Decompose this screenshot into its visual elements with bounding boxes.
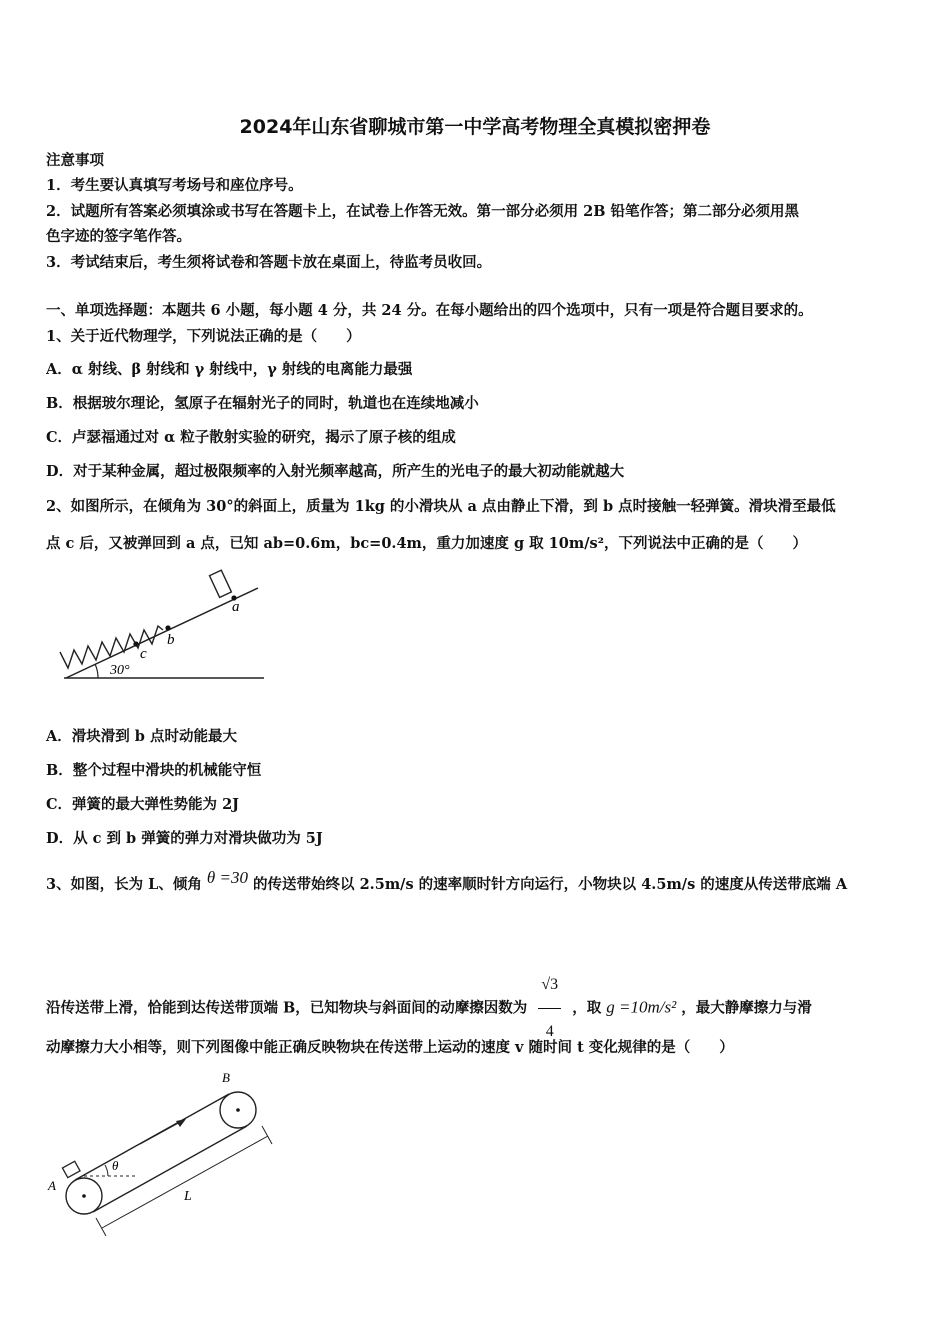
q3-line2-mid: ，取 (572, 999, 602, 1017)
q3-theta-formula: θ =30 (206, 868, 248, 887)
length-dim-line (102, 1136, 268, 1228)
incline-spring-figure (56, 564, 271, 686)
q1-option-b: B．根据玻尔理论，氢原子在辐射光子的同时，轨道也在连续地减小 (46, 395, 479, 412)
angle-label: 30° (110, 663, 130, 678)
label-c: c (140, 646, 147, 662)
q3-line1-suffix: 的传送带始终以 2.5m/s 的速率顺时针方向运行，小物块以 4.5m/s 的速度从传送带底端 A (253, 876, 848, 893)
label-B: B (222, 1070, 230, 1085)
block-A (62, 1161, 80, 1177)
pulley-B-axle (236, 1108, 240, 1112)
q3-mu-numerator: √3 (538, 962, 561, 1009)
q1-option-c: C．卢瑟福通过对 α 粒子散射实验的研究，揭示了原子核的组成 (46, 429, 456, 446)
theta-arc (105, 1165, 108, 1176)
notice-item-3: 3．考试结束后，考生须将试卷和答题卡放在桌面上，待监考员收回。 (46, 254, 492, 271)
motion-arrow-head (176, 1119, 186, 1127)
slider-block (209, 570, 231, 597)
page-title: 2024年山东省聊城市第一中学高考物理全真模拟密押卷 (239, 116, 711, 138)
q1-option-d: D．对于某种金属，超过极限频率的入射光频率越高，所产生的光电子的最大初动能就越大 (46, 463, 625, 480)
q2-option-b: B．整个过程中滑块的机械能守恒 (46, 762, 262, 779)
angle-arc (95, 664, 98, 678)
q3-line1-prefix: 3、如图，长为 L、倾角 (46, 876, 202, 893)
point-c (133, 641, 138, 646)
motion-arrow (140, 1121, 182, 1144)
pulley-A-axle (82, 1194, 86, 1198)
section-header: 一、单项选择题：本题共 6 小题，每小题 4 分，共 24 分。在每小题给出的四个选项中，只有一项是符合题目要求的。 (46, 302, 813, 319)
label-L: L (184, 1189, 192, 1204)
q3-line2-suffix: ，最大静摩擦力与滑 (681, 999, 812, 1017)
label-A: A (48, 1178, 56, 1193)
q2-option-a: A．滑块滑到 b 点时动能最大 (46, 728, 237, 745)
notice-heading: 注意事项 (46, 152, 104, 169)
label-a: a (232, 599, 240, 615)
label-b: b (167, 632, 175, 648)
notice-item-1: 1．考生要认真填写考场号和座位序号。 (46, 177, 303, 194)
length-tick-high (262, 1126, 272, 1144)
q3-line3: 动摩擦力大小相等，则下列图像中能正确反映物块在传送带上运动的速度 v 随时间 t 变化规律的是（ ） (46, 1039, 734, 1056)
notice-item-2: 2．试题所有答案必须填涂或书写在答题卡上，在试卷上作答无效。第一部分必须用 2B 铅笔作答；第二部分必须用黑 (46, 203, 800, 220)
theta-label: θ (112, 1158, 119, 1173)
q1-option-a: A．α 射线、β 射线和 γ 射线中，γ 射线的电离能力最强 (46, 361, 413, 378)
q3-g-formula: g =10m/s² (606, 997, 677, 1017)
q3-line2-prefix: 沿传送带上滑，恰能到达传送带顶端 B，已知物块与斜面间的动摩擦因数为 (46, 999, 528, 1017)
notice-item-2-cont: 色字迹的签字笔作答。 (46, 228, 191, 245)
q3-line1 (46, 868, 848, 895)
q2-stem-line2: 点 c 后，又被弹回到 a 点，已知 ab=0.6m，bc=0.4m，重力加速度 g 取 10m/s²，下列说法中正确的是（ ） (46, 535, 808, 552)
spring (60, 626, 163, 668)
q2-stem-line1: 2、如图所示，在倾角为 30°的斜面上，质量为 1kg 的小滑块从 a 点由静止下滑，到 b 点时接触一轻弹簧。滑块滑至最低 (46, 498, 836, 515)
q2-option-d: D．从 c 到 b 弹簧的弹力对滑块做功为 5J (46, 830, 323, 847)
q3-mu-denominator: 4 (545, 1023, 554, 1040)
conveyor-belt-figure (44, 1068, 284, 1238)
point-b (165, 625, 170, 630)
q1-stem: 1、关于近代物理学，下列说法正确的是（ ） (46, 328, 361, 345)
q2-option-c: C．弹簧的最大弹性势能为 2J (46, 796, 240, 813)
